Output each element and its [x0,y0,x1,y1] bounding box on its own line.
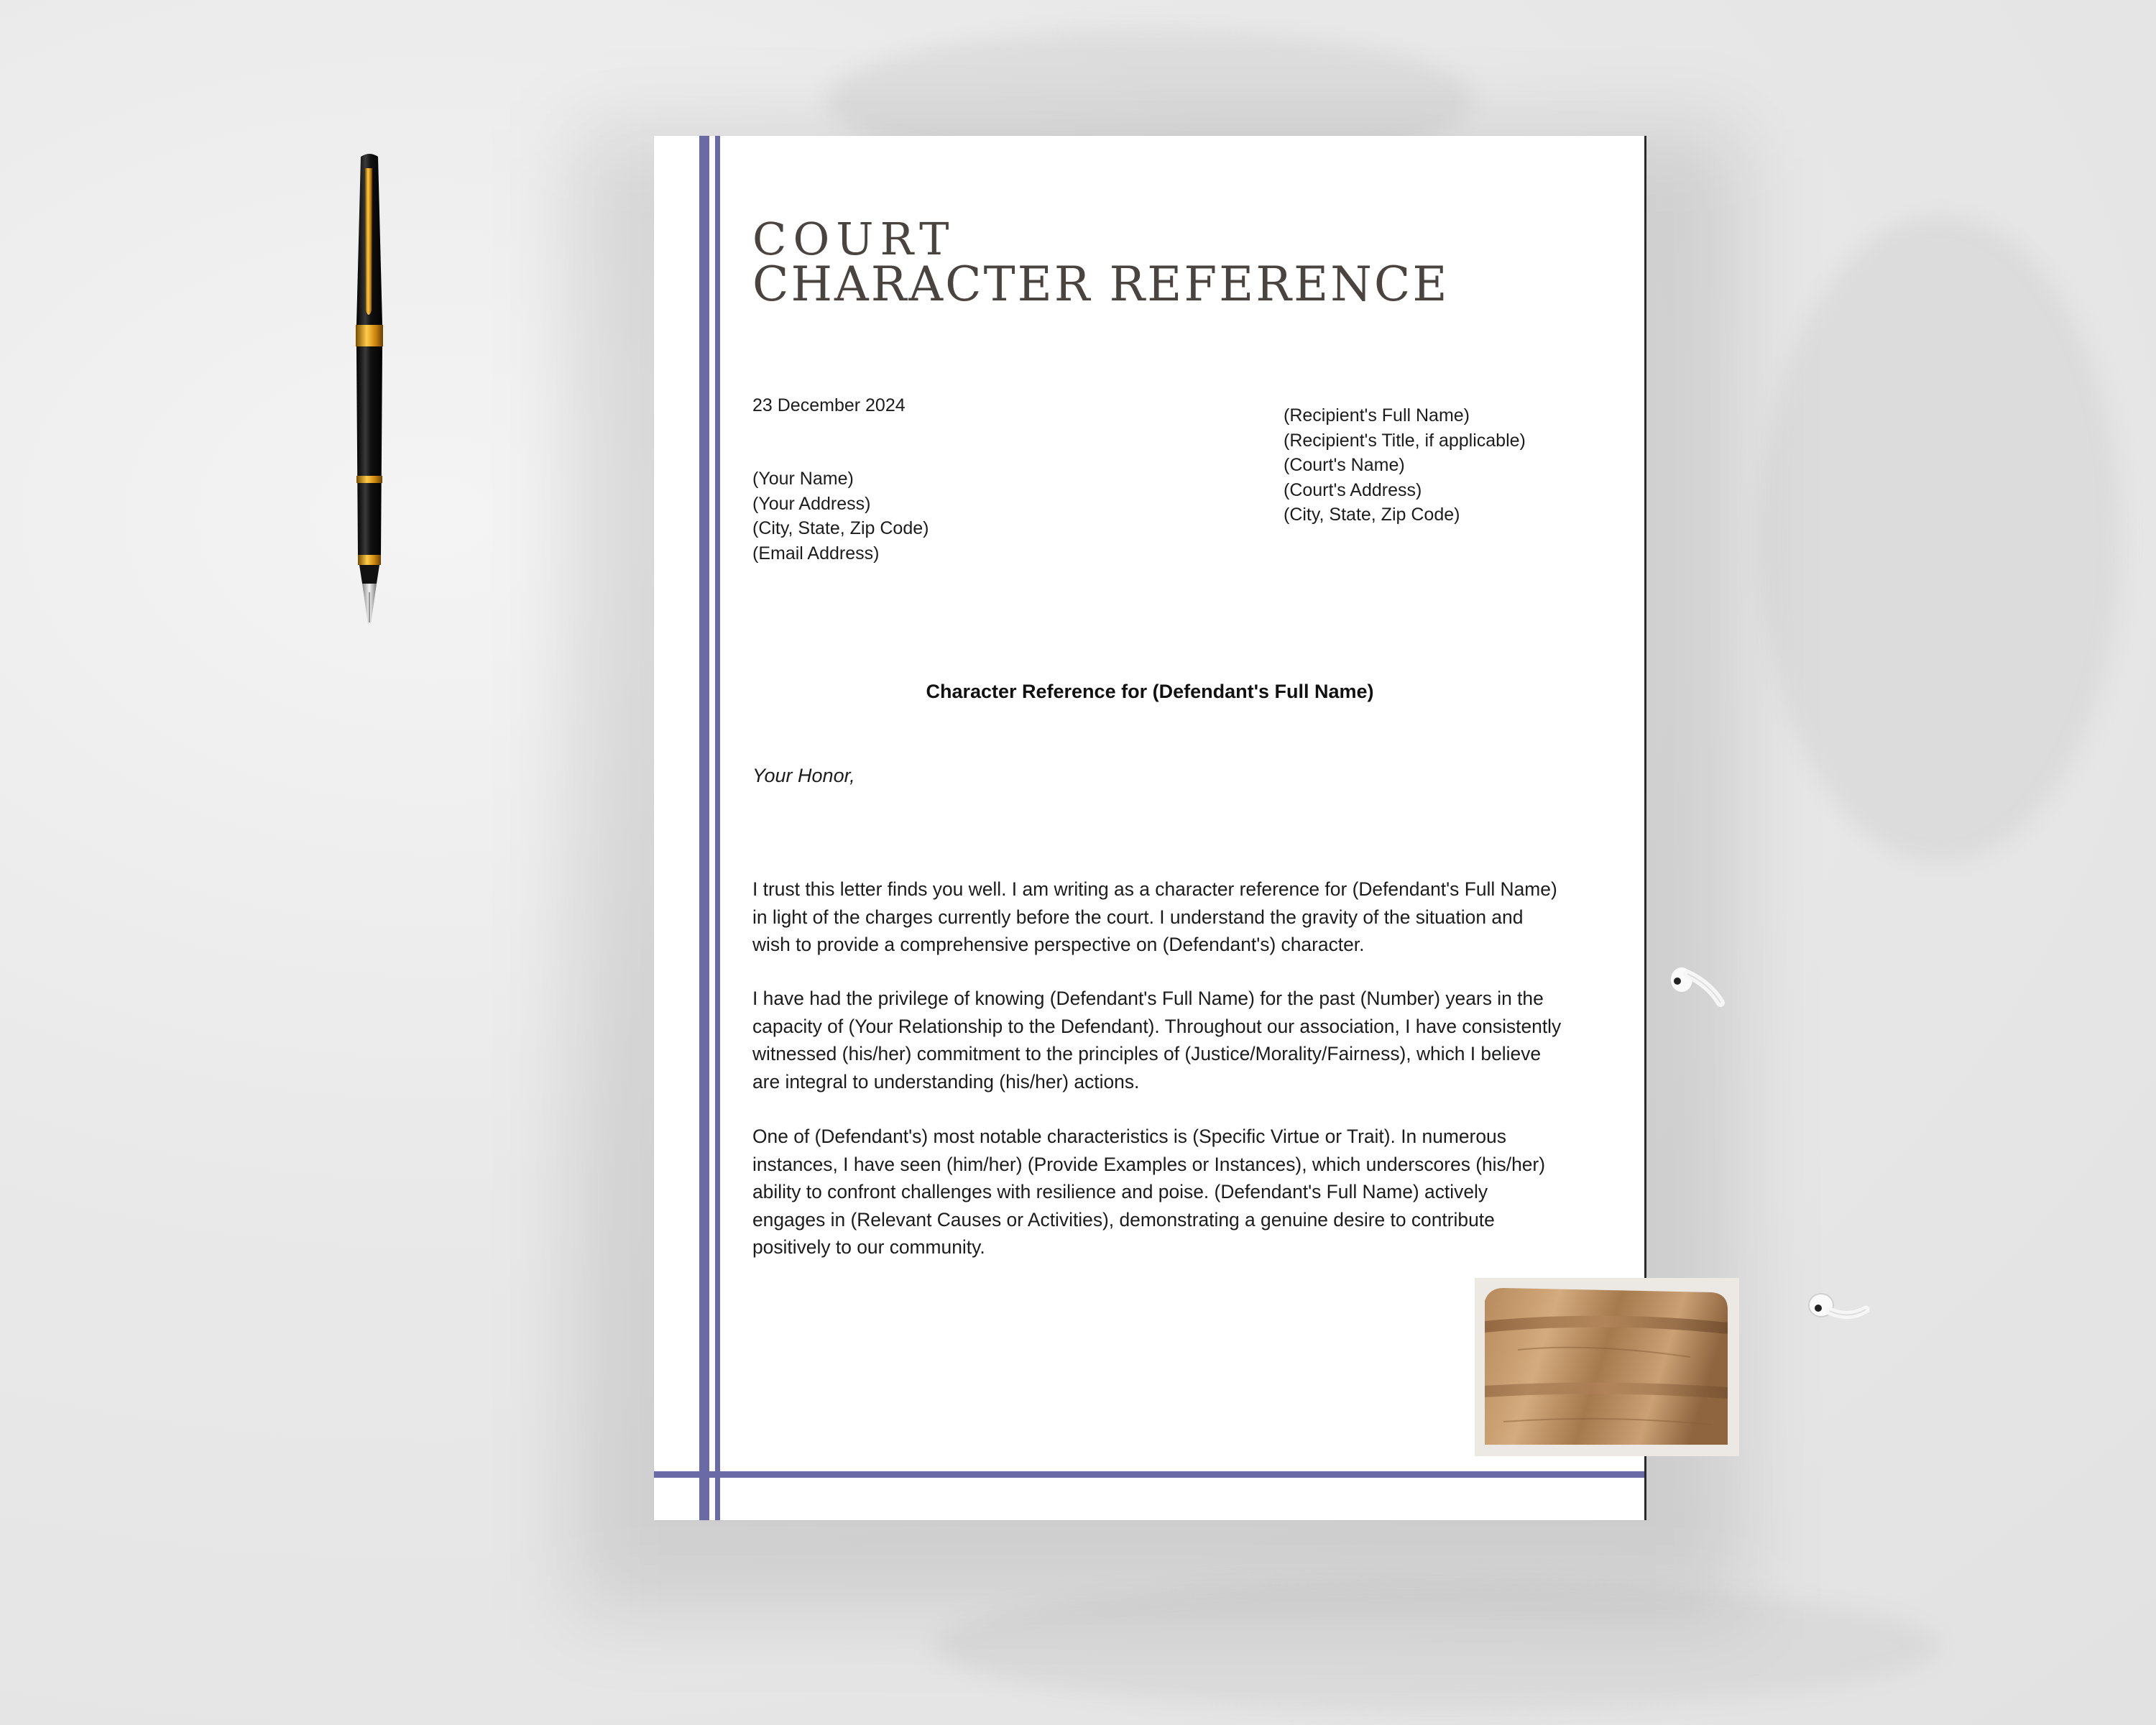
document-title-line1: COURT [752,213,956,265]
accent-bar-left-thin [715,136,720,1520]
earbud-icon [1805,1284,1870,1328]
sender-line: (City, State, Zip Code) [752,518,929,538]
recipient-address-block [1284,403,1526,528]
marble-vein [1761,216,2120,862]
wooden-stand [1475,1278,1739,1456]
accent-bar-bottom [654,1471,1646,1478]
sender-line: (Your Name) [752,469,854,489]
fountain-pen-icon [348,152,391,628]
recipient-line: (Recipient's Title, if applicable) [1284,430,1526,451]
body-paragraph: One of (Defendant's) most notable characteristics is (Specific Virtue or Trait). In numerous instances, I have seen (him/her) (Provide Examples or Instances), which underscores (his/her) ability to confront challenges with resilience and poise. (Defendant's Full Name) actively engages in (Relevant Causes or Activities), demonstrating a genuine desire to contribute positively to our community. [752,1126,1546,1258]
recipient-line: (City, State, Zip Code) [1284,505,1460,525]
letter-salutation: Your Honor, [752,765,855,786]
recipient-line: (Court's Name) [1284,455,1405,475]
letter-date: 23 December 2024 [752,395,906,415]
accent-bar-left [699,136,709,1520]
wooden-stand-icon [1475,1278,1739,1456]
sender-line: (Your Address) [752,493,871,514]
sender-line: (Email Address) [752,543,880,564]
body-paragraph: I trust this letter finds you well. I am writing as a character reference for (Defendant's Full Name) in light of the charges currently before the court. I understand the gravity of the situation and wish to provide a comprehensive perspective on (Defendant's) character. [752,878,1557,955]
sender-address-block [752,466,929,566]
earbud-icon [1666,958,1728,1008]
recipient-line: (Recipient's Full Name) [1284,405,1470,426]
letter-subject: Character Reference for (Defendant's Full Name) [926,681,1374,702]
body-paragraph: I have had the privilege of knowing (Defendant's Full Name) for the past (Number) years in the capacity of (Your Relationship to the Defendant). Throughout our association, I have consistently witnessed (his/her) commitment to the principles of (Justice/Morality/Fairness), which I believe are integral to understanding (his/her) actions. [752,988,1562,1092]
document-title-line2: CHARACTER REFERENCE [752,257,1450,312]
recipient-line: (Court's Address) [1284,479,1422,500]
